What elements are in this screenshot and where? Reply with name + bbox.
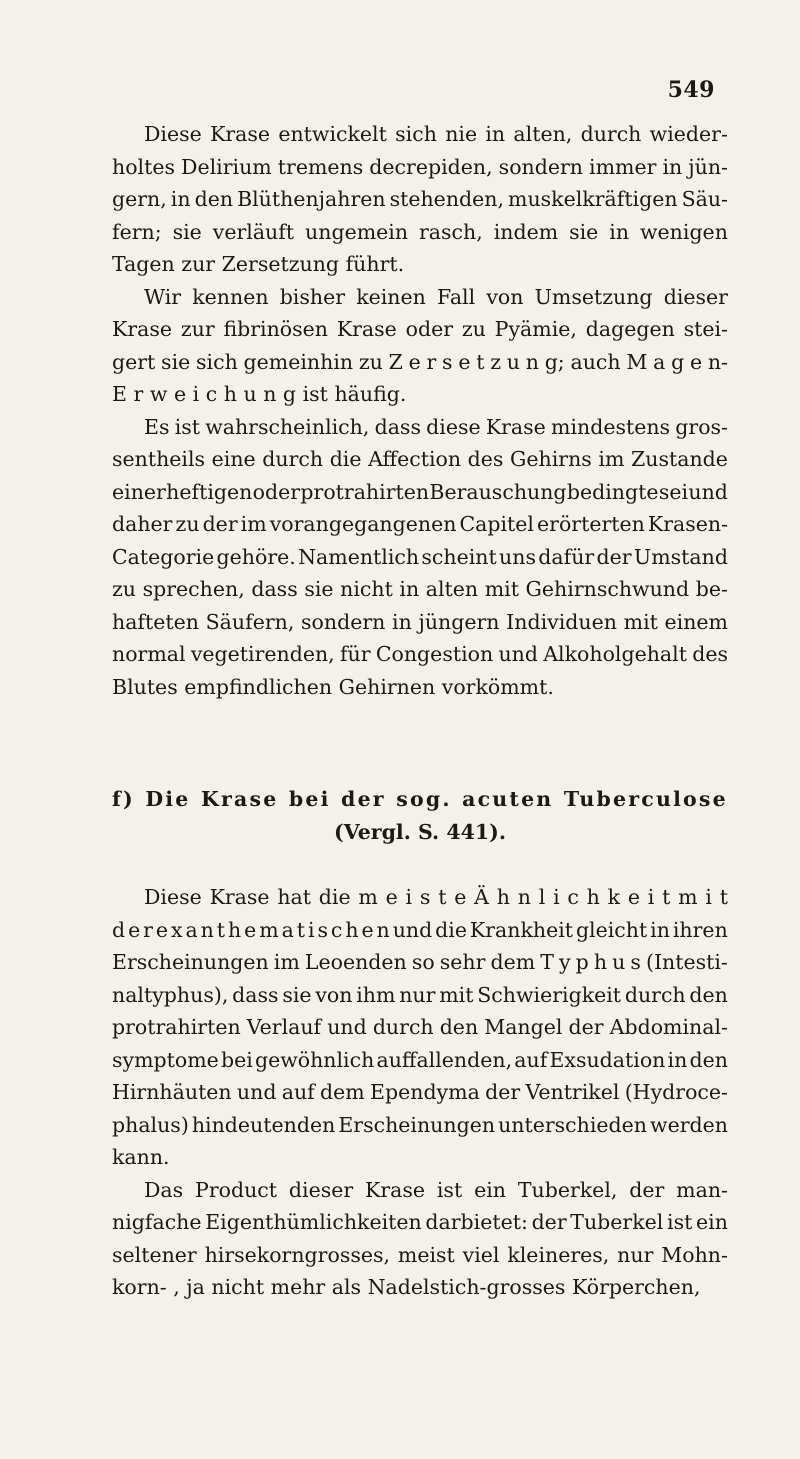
text-line: fern; sie verläuft ungemein rasch, indem sie in wenigen bbox=[112, 219, 728, 244]
text-line: Tagen zur Zersetzung führt. bbox=[112, 252, 405, 276]
text-line: hafteten Säufern, sondern in jüngern Individuen mit einem bbox=[112, 609, 728, 634]
text-line: symptome bei gewöhnlich auffallenden, auf Exsudation in den bbox=[112, 1047, 728, 1072]
body-text-lower bbox=[112, 881, 728, 1304]
text-line: korn- , ja nicht mehr als Nadelstich-grosses Körperchen, bbox=[112, 1275, 701, 1299]
body-text-upper bbox=[112, 118, 728, 703]
text-line: Krase zur fibrinösen Krase oder zu Pyämie, dagegen stei- bbox=[112, 317, 728, 341]
section-heading-reference: (Vergl. S. 441). bbox=[334, 819, 506, 844]
text-line: Blutes empfindlichen Gehirnen vorkömmt. bbox=[112, 674, 554, 699]
text-line: gern, in den Blüthenjahren stehenden, muskelkräftigen Säu- bbox=[112, 187, 728, 211]
text-line: Hirnhäuten und auf dem Ependyma der Ventrikel (Hydroce- bbox=[112, 1080, 728, 1104]
text-line: normal vegetirenden, für Congestion und Alkoholgehalt des bbox=[112, 642, 728, 666]
text-line: Categorie gehöre. Namentlich scheint uns dafür der Umstand bbox=[112, 544, 728, 569]
text-line: sentheils eine durch die Affection des Gehirns im Zustande bbox=[112, 447, 728, 471]
text-line: daher zu der im vorangegangenen Capitel erörterten Krasen- bbox=[112, 512, 728, 536]
text-line: phalus) hindeutenden Erscheinungen unterschieden werden bbox=[112, 1112, 728, 1137]
text-line: Wir kennen bisher keinen Fall von Umsetzung dieser bbox=[144, 284, 728, 309]
text-line: protrahirten Verlauf und durch den Mangel der Abdominal- bbox=[112, 1015, 728, 1039]
text-line: Das Product dieser Krase ist ein Tuberkel, der man- bbox=[144, 1177, 728, 1202]
text-line: naltyphus), dass sie von ihm nur mit Schwierigkeit durch den bbox=[112, 982, 728, 1007]
text-line: einer heftigen oder protrahirten Berauschung bedingte sei und bbox=[112, 479, 728, 504]
text-line: gert sie sich gemeinhin zu Z e r s e t z u n g; auch M a g e n- bbox=[112, 349, 728, 374]
section-heading bbox=[112, 783, 728, 848]
text-line: holtes Delirium tremens decrepiden, sondern immer in jün- bbox=[112, 154, 728, 179]
text-line: Diese Krase hat die m e i s t e Ä h n l i c h k e i t m i t bbox=[144, 885, 728, 909]
text-line: Erscheinungen im Leoenden so sehr dem T y p h u s (Intesti- bbox=[112, 950, 728, 974]
page-number: 549 bbox=[667, 77, 715, 103]
text-line: Es ist wahrscheinlich, dass diese Krase mindestens gros- bbox=[144, 414, 728, 439]
text-line: seltener hirsekorngrosses, meist viel kleineres, nur Mohn- bbox=[112, 1242, 728, 1267]
text-line: d e r e x a n t h e m a t i s c h e n und die Krankheit gleicht in ihren bbox=[112, 917, 728, 942]
text-line: Diese Krase entwickelt sich nie in alten, durch wieder- bbox=[144, 122, 728, 146]
text-line: nigfache Eigenthümlichkeiten darbietet: der Tuberkel ist ein bbox=[112, 1210, 728, 1234]
section-heading-title: f) Die Krase bei der sog. acuten Tuberculose bbox=[112, 787, 728, 811]
text-line: kann. bbox=[112, 1145, 170, 1169]
text-line: zu sprechen, dass sie nicht in alten mit Gehirnschwund be- bbox=[112, 577, 728, 601]
text-line: E r w e i c h u n g ist häufig. bbox=[112, 382, 407, 406]
